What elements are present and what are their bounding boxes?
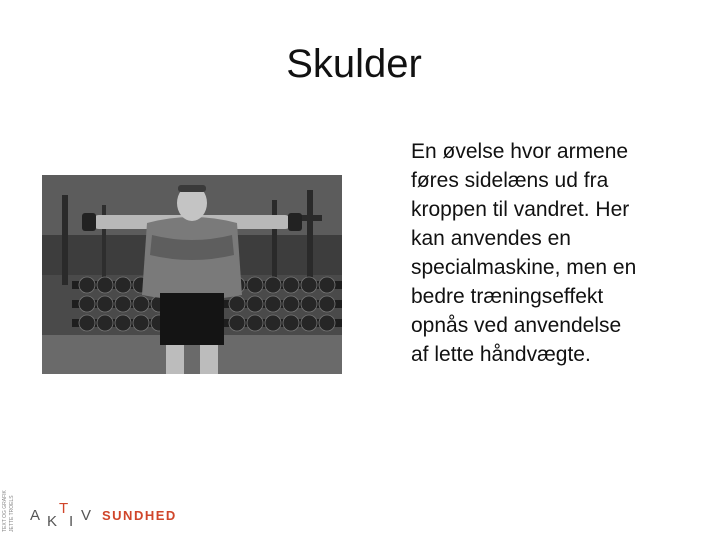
logo-letter-v: V	[81, 507, 93, 524]
logo-letter-a: A	[30, 507, 42, 524]
aktiv-sundhed-logo	[30, 500, 230, 532]
side-credit	[0, 488, 20, 534]
logo-letter-t: T	[59, 500, 70, 517]
logo-word: SUNDHED	[102, 508, 177, 523]
page-title: Skulder	[286, 42, 422, 86]
body-text: En øvelse hvor armene føres sidelæns ud fra kroppen til vandret. Her kan anvendes en specialmaskine, men en bedre træningseffekt opnås ved anvendelse af lette håndvægte.	[411, 140, 637, 366]
side-credit-line-2: JETTE TROELS	[9, 495, 15, 532]
logo-letter-k: K	[47, 513, 59, 530]
side-credit-line-1: TEXT OG GRAFIK	[2, 490, 8, 532]
exercise-photo	[42, 175, 342, 374]
logo-letter-i: I	[69, 513, 75, 530]
photo-illustration	[42, 175, 342, 374]
